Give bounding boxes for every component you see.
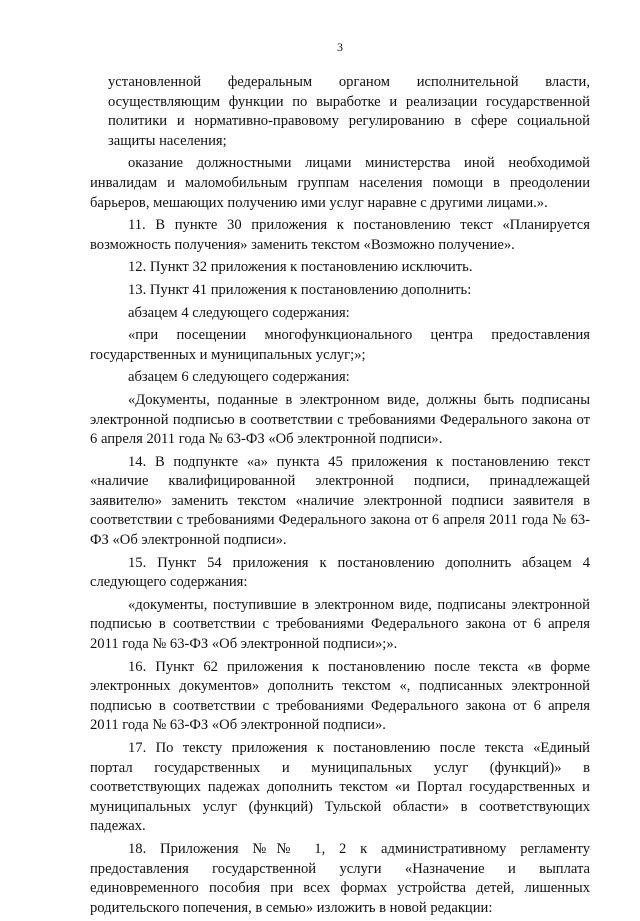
paragraph: 11. В пункте 30 приложения к постановлению текст «Планируется возможность получения» заменить текстом «Возможно получение». xyxy=(90,217,590,253)
page-number: 3 xyxy=(337,40,343,54)
paragraph: 13. Пункт 41 приложения к постановлению дополнить: xyxy=(128,281,472,298)
paragraph: «при посещении многофункционального центра предоставления государственных и муниципальных услуг;»; xyxy=(90,327,590,363)
paragraph: абзацем 4 следующего содержания: xyxy=(128,304,350,321)
document-body xyxy=(90,73,590,918)
paragraph: 14. В подпункте «а» пункта 45 приложения к постановлению текст «наличие квалифицированной электронной подписи, принадлежащей заявителю» заменить текстом «наличие электронной подписи заявителя в соответствии с требованиями Федерального закона от 6 апреля 2011 года № 63-ФЗ «Об электронной подписи». xyxy=(90,453,590,549)
paragraph: 15. Пункт 54 приложения к постановлению дополнить абзацем 4 следующего содержания: xyxy=(90,554,590,591)
paragraph: «Документы, поданные в электронном виде, должны быть подписаны электронной подписью в соответствии с требованиями Федерального закона от 6 апреля 2011 года № 63-ФЗ «Об электронной подписи». xyxy=(90,391,590,448)
paragraph: 16. Пункт 62 приложения к постановлению после текста «в форме электронных документов» дополнить текстом «, подписанных электронной подписью в соответствии с требованиями Федерального закона от 6 апреля 2011 года № 63-ФЗ «Об электронной подписи». xyxy=(90,658,590,734)
paragraph: «документы, поступившие в электронном виде, подписаны электронной подписью в соответствии с требованиями Федерального закона от 6 апреля 2011 года № 63-ФЗ «Об электронной подписи»;». xyxy=(90,596,590,653)
document-page xyxy=(90,40,590,921)
paragraph: 18. Приложения №№ 1, 2 к административному регламенту предоставления государственной услуги «Назначение и выплата единовременного пособия при всех формах устройства детей, лишенных родительского попечения, в семью» изложить в новой редакции: xyxy=(90,840,590,916)
paragraph: оказание должностными лицами министерства иной необходимой инвалидам и маломобильным группам населения помощи в преодолении барьеров, мешающих получению ими услуг наравне с другими лицами.». xyxy=(90,155,590,211)
paragraph: 17. По тексту приложения к постановлению после текста «Единый портал государственных и муниципальных услуг (функций)» в соответствующих падежах дополнить текстом «и Портал государственных и муниципальных услуг (функций) Тульской области» в соответствующих падежах. xyxy=(90,740,590,835)
paragraph: 12. Пункт 32 приложения к постановлению исключить. xyxy=(128,259,473,276)
paragraph: установленной федеральным органом исполнительной власти, осуществляющим функции по выработке и реализации государственной политики и нормативно-правовому регулированию в сфере социальной защиты населения; xyxy=(108,74,590,149)
paragraph: абзацем 6 следующего содержания: xyxy=(128,369,350,386)
